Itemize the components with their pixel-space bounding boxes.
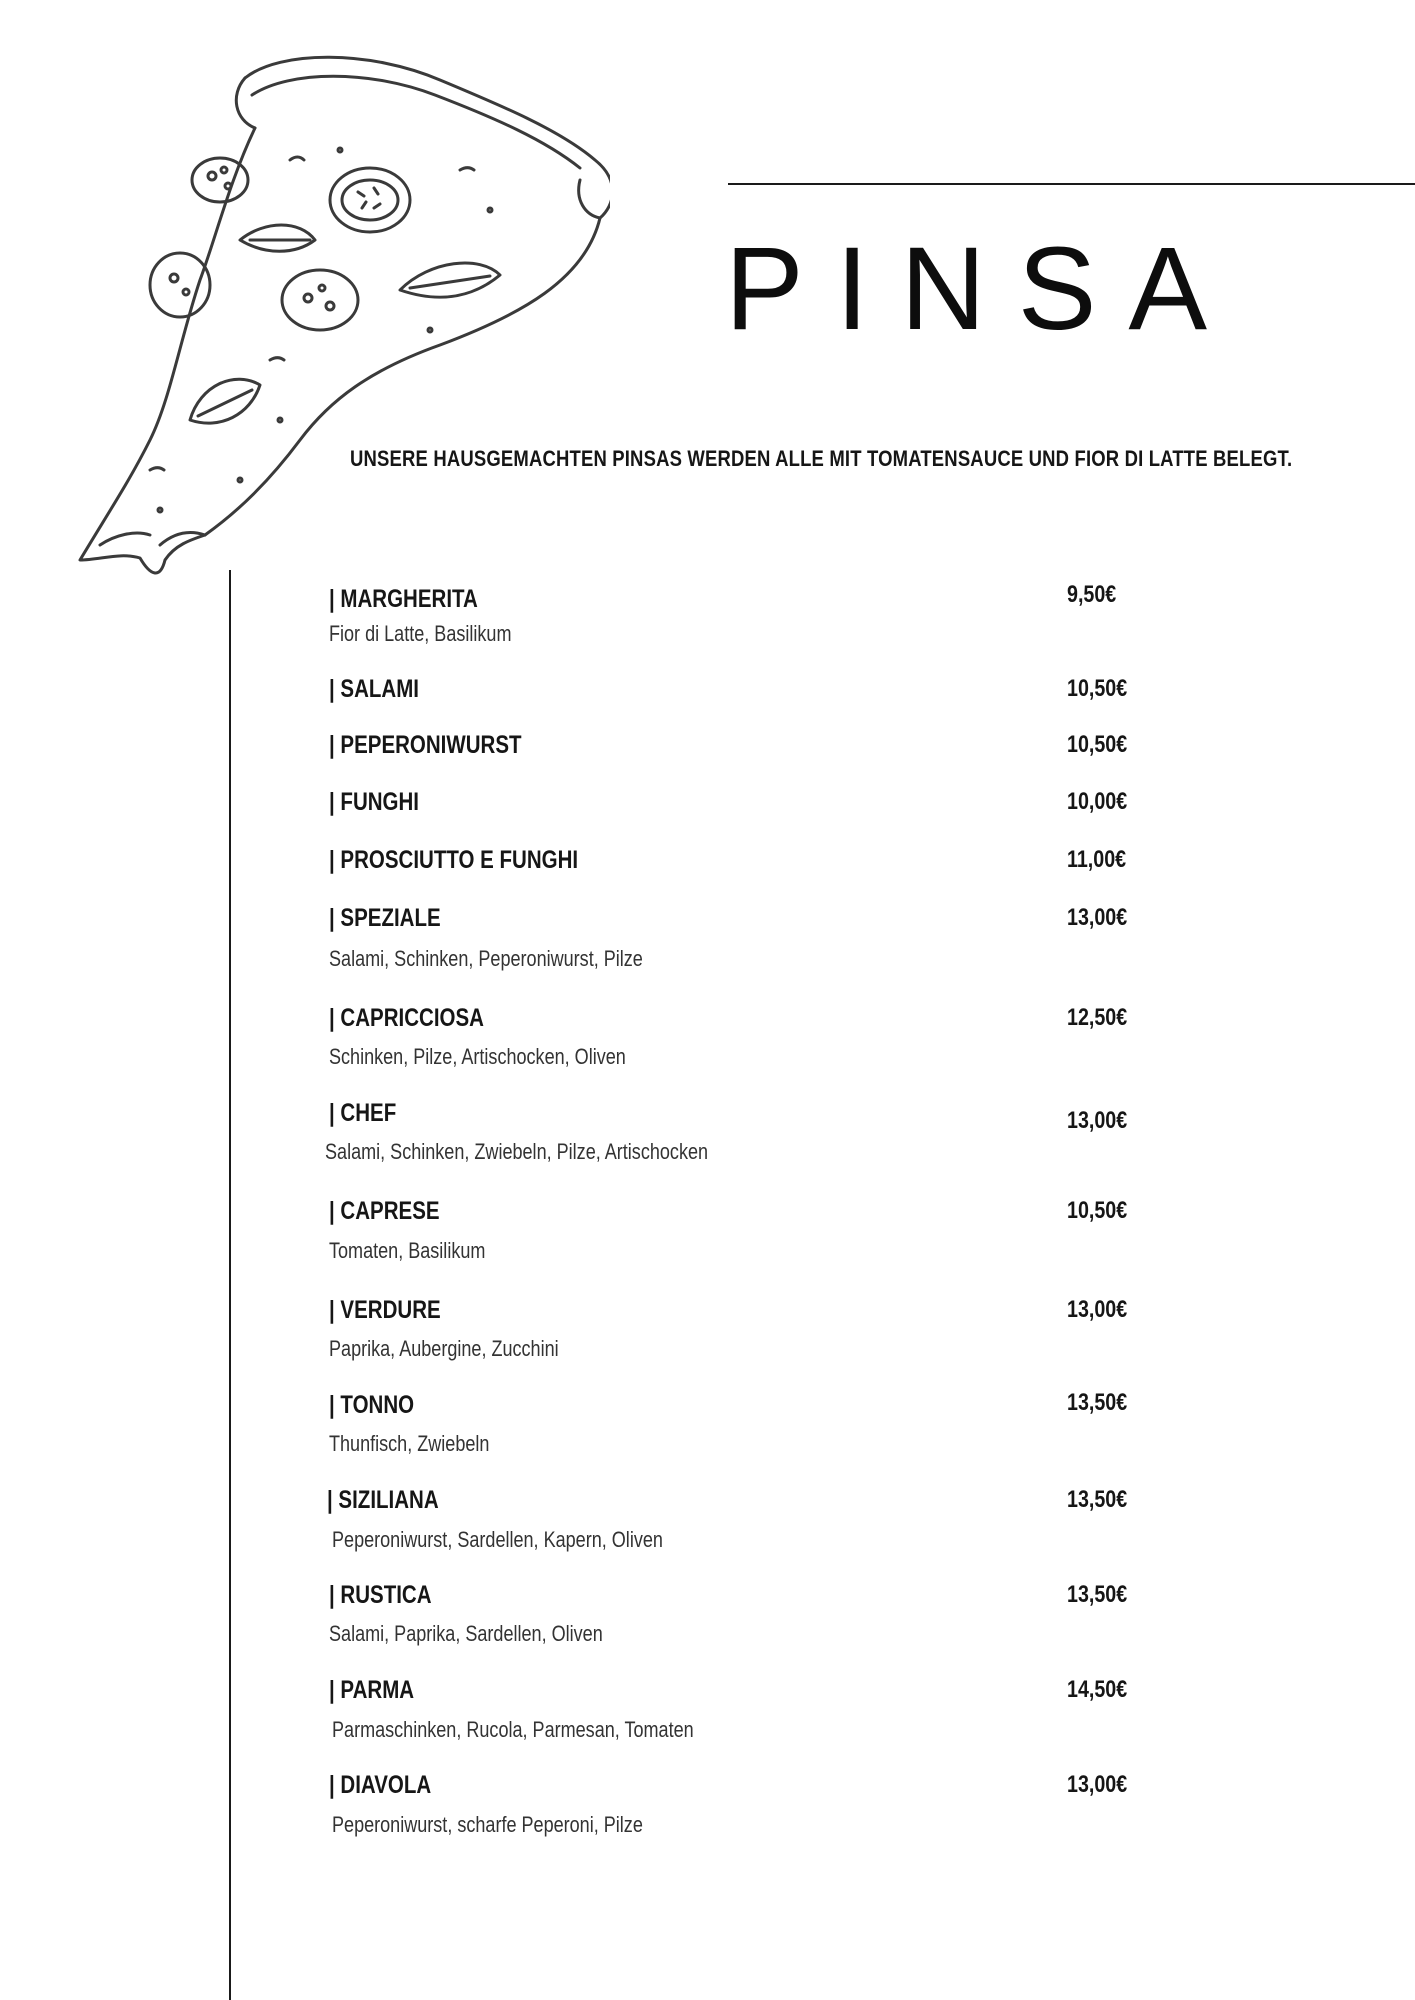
menu-item-name: | MARGHERITA (329, 585, 478, 613)
menu-item-price: 13,00€ (1067, 1107, 1128, 1134)
menu-item-desc: Peperoniwurst, Sardellen, Kapern, Oliven (332, 1527, 663, 1552)
menu-item-name: | CAPRICCIOSA (329, 1004, 484, 1032)
menu-item-price: 10,50€ (1067, 731, 1128, 758)
menu-item-name: | PEPERONIWURST (329, 731, 522, 759)
menu-item-name: | RUSTICA (329, 1581, 432, 1609)
menu-item-name: | FUNGHI (329, 788, 420, 816)
menu-item-name: | DIAVOLA (329, 1771, 432, 1799)
menu-item-desc: Fior di Latte, Basilikum (329, 621, 512, 646)
menu-item-price: 13,50€ (1067, 1389, 1128, 1416)
menu-item-price: 13,50€ (1067, 1581, 1128, 1608)
menu-item-price: 12,50€ (1067, 1004, 1128, 1031)
menu-item-desc: Thunfisch, Zwiebeln (329, 1431, 490, 1456)
menu-item-name: | SPEZIALE (329, 904, 441, 932)
menu-item-desc: Salami, Schinken, Zwiebeln, Pilze, Artischocken (325, 1139, 709, 1164)
side-rule (229, 570, 231, 2000)
menu-item-name: | SIZILIANA (327, 1486, 439, 1514)
page-title: PINSA (725, 223, 1240, 355)
menu-item-price: 11,00€ (1067, 846, 1127, 873)
menu-item-price: 10,00€ (1067, 788, 1128, 815)
menu-item-name: | PROSCIUTTO E FUNGHI (329, 846, 579, 874)
menu-item-name: | VERDURE (329, 1296, 441, 1324)
menu-item-price: 9,50€ (1067, 581, 1117, 608)
menu-item-price: 10,50€ (1067, 1197, 1128, 1224)
menu-item-desc: Peperoniwurst, scharfe Peperoni, Pilze (332, 1812, 643, 1837)
menu-item-price: 13,00€ (1067, 1296, 1128, 1323)
menu-item-desc: Parmaschinken, Rucola, Parmesan, Tomaten (332, 1717, 694, 1742)
menu-item-desc: Schinken, Pilze, Artischocken, Oliven (329, 1044, 626, 1069)
menu-item-desc: Tomaten, Basilikum (329, 1238, 486, 1263)
menu-item-name: | CAPRESE (329, 1197, 440, 1225)
menu-item-desc: Salami, Schinken, Peperoniwurst, Pilze (329, 946, 643, 971)
menu-item-desc: Paprika, Aubergine, Zucchini (329, 1336, 559, 1361)
menu-item-price: 14,50€ (1067, 1676, 1128, 1703)
menu-item-price: 13,00€ (1067, 1771, 1128, 1798)
menu-item-price: 13,50€ (1067, 1486, 1128, 1513)
menu-item-name: | SALAMI (329, 675, 420, 703)
menu-item-name: | CHEF (329, 1099, 397, 1127)
menu-item-price: 10,50€ (1067, 675, 1128, 702)
menu-subtitle: UNSERE HAUSGEMACHTEN PINSAS WERDEN ALLE MIT TOMATENSAUCE UND FIOR DI LATTE BELEGT. (350, 446, 1293, 471)
menu-item-name: | PARMA (329, 1676, 415, 1704)
menu-item-desc: Salami, Paprika, Sardellen, Oliven (329, 1621, 603, 1646)
menu-list (327, 0, 1167, 2000)
menu-item-name: | TONNO (329, 1391, 415, 1419)
menu-item-price: 13,00€ (1067, 904, 1128, 931)
